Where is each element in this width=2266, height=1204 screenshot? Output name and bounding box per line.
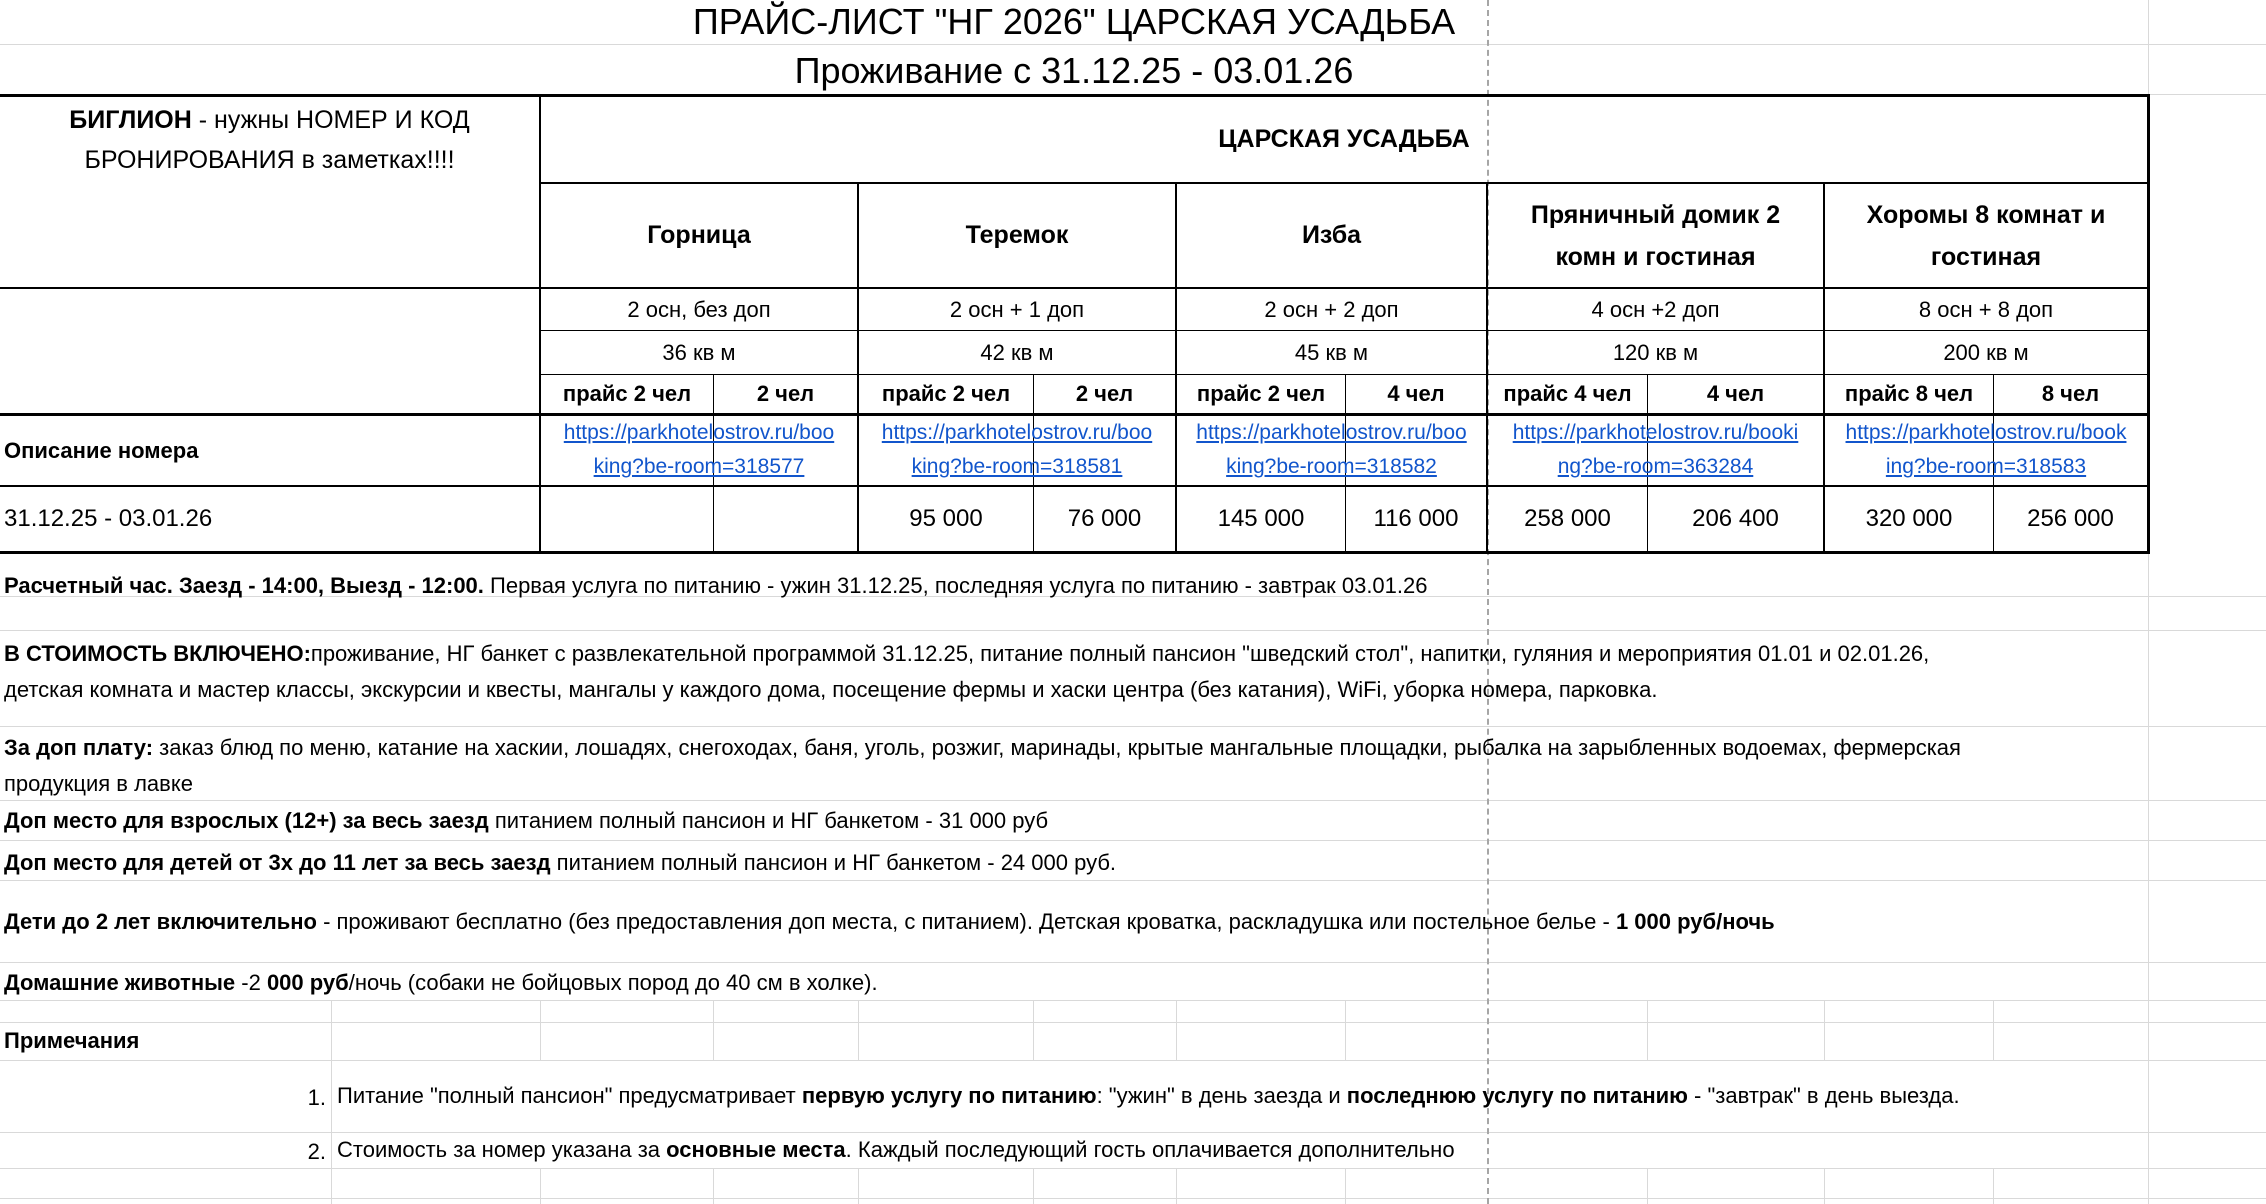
adult-extra-bed xyxy=(4,803,1048,839)
col-header-guests: 8 чел xyxy=(2041,381,2100,406)
price-cell: 95 000 xyxy=(909,505,983,532)
price-cell xyxy=(714,487,857,551)
pets-text: -2 xyxy=(235,970,267,995)
room-name-teremok: Теремок xyxy=(965,221,1069,249)
page-subtitle: Проживание с 31.12.25 - 03.01.26 xyxy=(794,50,1354,91)
room-link-teremok[interactable] xyxy=(859,416,1175,484)
row-label-description: Описание номера xyxy=(4,437,199,463)
link-line[interactable]: ing?be-room=318583 xyxy=(1885,455,2087,478)
room-link-gornitsa[interactable] xyxy=(541,416,857,484)
note-bold: последнюю услугу по питанию xyxy=(1346,1083,1688,1108)
note-number: 1. xyxy=(307,1085,326,1110)
row-label-period: 31.12.25 - 03.01.26 xyxy=(4,505,213,532)
room-link-horomy[interactable] xyxy=(1825,416,2147,484)
checkin-info xyxy=(4,568,1427,604)
col-header-price: прайс 8 чел xyxy=(1844,381,1974,406)
pets-price: 000 руб xyxy=(266,970,349,995)
link-line[interactable]: king?be-room=318582 xyxy=(1226,455,1437,478)
link-line[interactable]: https://parkhotelostrov.ru/booki xyxy=(1512,421,1799,444)
included-text: проживание, НГ банкет с развлекательной программой 31.12.25, питание полный пансион "шведский стол", напитки, гуляния и мероприятия 01.01 и 02.01.26, xyxy=(310,641,1930,666)
price-cell: 256 000 xyxy=(2027,505,2114,532)
adult-bold: Доп место для взрослых (12+) за весь заезд xyxy=(4,808,489,833)
note-item xyxy=(337,1132,1455,1168)
room-area: 36 кв м xyxy=(662,339,736,365)
price-cell: 320 000 xyxy=(1865,505,1953,532)
note-text: Питание "полный пансион" предусматривает xyxy=(337,1083,802,1108)
note-text: Стоимость за номер указана за xyxy=(337,1137,667,1162)
checkin-bold: Расчетный час. Заезд - 14:00, Выезд - 12:00. xyxy=(4,573,484,598)
room-area: 45 кв м xyxy=(1294,339,1369,365)
biglion-note xyxy=(0,97,539,182)
included-bold: В СТОИМОСТЬ ВКЛЮЧЕНО: xyxy=(4,641,311,666)
pets-bold: Домашние животные xyxy=(4,970,236,995)
room-area: 120 кв м xyxy=(1612,339,1699,365)
child-text: питанием полный пансион и НГ банкетом - 24 000 руб. xyxy=(550,850,1117,875)
biglion-bold: БИГЛИОН xyxy=(69,105,192,134)
biglion-line1: - нужны НОМЕР И КОД xyxy=(191,105,470,134)
notes-heading: Примечания xyxy=(4,1028,140,1053)
link-line[interactable]: https://parkhotelostrov.ru/boo xyxy=(1196,421,1467,444)
link-line[interactable]: https://parkhotelostrov.ru/boo xyxy=(563,421,835,444)
adult-text: питанием полный пансион и НГ банкетом - 31 000 руб xyxy=(488,808,1049,833)
col-header-guests: 4 чел xyxy=(1706,381,1765,406)
infant-price: 1 000 руб/ночь xyxy=(1615,909,1775,934)
link-line[interactable]: https://parkhotelostrov.ru/book xyxy=(1845,421,2127,444)
price-cell xyxy=(541,487,713,551)
note-text: - "завтрак" в день выезда. xyxy=(1687,1083,1960,1108)
col-header-guests: 2 чел xyxy=(1075,381,1134,406)
room-capacity: 4 осн +2 доп xyxy=(1591,296,1720,322)
extra-text: заказ блюд по меню, катание на хаскии, лошадях, снегоходах, баня, уголь, розжиг, маринады, крытые мангальные площадки, рыбалка на зарыбленных водоемах, фермерская xyxy=(153,735,1961,760)
price-cell: 116 000 xyxy=(1373,505,1459,532)
room-capacity: 8 осн + 8 доп xyxy=(1918,296,2054,322)
note-text: . Каждый последующий гость оплачивается дополнительно xyxy=(845,1137,1455,1162)
infant-text: - проживают бесплатно (без предоставления доп места, с питанием). Детская кроватка, раскладушка или постельное белье - xyxy=(316,909,1616,934)
price-cell: 76 000 xyxy=(1067,505,1142,532)
room-name-line: Хоромы 8 комнат и xyxy=(1866,200,2106,229)
room-area: 42 кв м xyxy=(980,339,1054,365)
infant-bold: Дети до 2 лет включительно xyxy=(4,909,317,934)
link-line[interactable]: ng?be-room=363284 xyxy=(1557,455,1754,478)
link-line[interactable]: king?be-room=318577 xyxy=(593,455,805,478)
note-bold: основные места xyxy=(666,1137,846,1162)
child-bold: Доп место для детей от 3х до 11 лет за весь заезд xyxy=(4,850,551,875)
child-extra-bed xyxy=(4,845,1116,881)
col-header-price: прайс 2 чел xyxy=(1196,381,1326,406)
included-info xyxy=(4,636,1929,708)
room-name-izba: Изба xyxy=(1301,221,1362,249)
room-link-pryanichny[interactable] xyxy=(1488,416,1823,484)
room-link-izba[interactable] xyxy=(1177,416,1486,484)
note-text: : "ужин" в день заезда и xyxy=(1096,1083,1347,1108)
col-header-guests: 2 чел xyxy=(756,381,815,406)
price-cell: 206 400 xyxy=(1692,505,1779,532)
room-name-line: комн и гостиная xyxy=(1555,242,1756,271)
note-bold: первую услугу по питанию xyxy=(801,1083,1097,1108)
price-cell: 258 000 xyxy=(1524,505,1611,532)
link-line[interactable]: king?be-room=318581 xyxy=(911,455,1123,478)
hotel-name: ЦАРСКАЯ УСАДЬБА xyxy=(1218,125,1470,153)
room-name-horomy xyxy=(1825,184,2147,287)
checkin-text: Первая услуга по питанию - ужин 31.12.25, последняя услуга по питанию - завтрак 03.01.26 xyxy=(483,573,1428,598)
room-capacity: 2 осн + 2 доп xyxy=(1264,296,1399,322)
extra-text-2: продукция в лавке xyxy=(4,771,193,796)
room-name-line: гостиная xyxy=(1930,242,2042,271)
col-header-price: прайс 4 чел xyxy=(1503,381,1632,406)
col-header-price: прайс 2 чел xyxy=(562,381,692,406)
included-text-2: детская комната и мастер классы, экскурсии и квесты, мангалы у каждого дома, посещение фермы и хаски центра (без катания), WiFi, уборка номера, парковка. xyxy=(4,677,1658,702)
col-header-guests: 4 чел xyxy=(1387,381,1445,406)
room-name-pryanichny xyxy=(1488,184,1823,287)
biglion-line2: БРОНИРОВАНИЯ в заметках!!!! xyxy=(84,145,455,174)
page-title: ПРАЙС-ЛИСТ "НГ 2026" ЦАРСКАЯ УСАДЬБА xyxy=(692,1,1456,42)
note-item xyxy=(337,1078,1960,1114)
room-area: 200 кв м xyxy=(1943,339,2029,365)
extra-info xyxy=(4,730,1961,802)
link-line[interactable]: https://parkhotelostrov.ru/boo xyxy=(881,421,1153,444)
note-number: 2. xyxy=(307,1139,326,1164)
pets-info xyxy=(4,965,878,1001)
room-capacity: 2 осн + 1 доп xyxy=(949,296,1085,322)
room-name-gornitsa: Горница xyxy=(647,221,751,249)
pets-text-2: /ночь (собаки не бойцовых пород до 40 см в холке). xyxy=(348,970,878,995)
price-cell: 145 000 xyxy=(1217,505,1305,532)
infant-info xyxy=(4,904,1775,940)
room-capacity: 2 осн, без доп xyxy=(627,296,771,322)
room-name-line: Пряничный домик 2 xyxy=(1530,200,1781,229)
extra-bold: За доп плату: xyxy=(4,735,154,760)
col-header-price: прайс 2 чел xyxy=(881,381,1011,406)
